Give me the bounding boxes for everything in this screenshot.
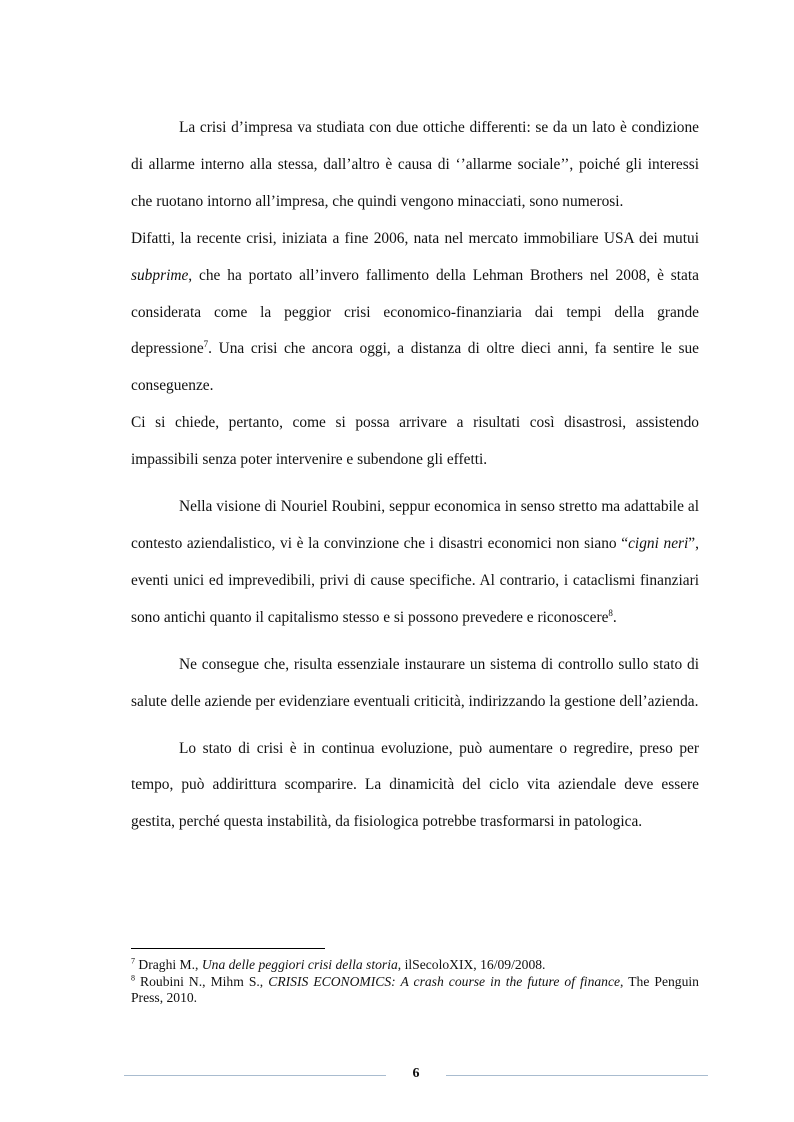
footer-line-right <box>446 1075 708 1076</box>
footnote-8-source: , The Penguin Press, 2010. <box>131 973 699 1005</box>
paragraph-1: La crisi d’impresa va studiata con due ottiche differenti: se da un lato è condizione di allarme interno alla stessa, dall’altro è causa di ‘’allarme sociale’’, poiché gli interessi che ruotano intorno all’impresa, che quindi vengono minacciati, sono numerosi. <box>131 119 699 210</box>
footnote-ref-8: 8 <box>608 607 613 618</box>
footer-line-left <box>124 1075 386 1076</box>
paragraph-4-text-c: . <box>612 608 617 626</box>
cigni-neri-term: cigni neri <box>628 534 689 552</box>
footnote-8-number: 8 <box>131 972 135 982</box>
footnotes <box>131 957 699 1007</box>
footnote-7-author: Draghi M., <box>135 957 202 972</box>
subprime-term: subprime <box>131 266 189 284</box>
paragraph-4-text-a: Nella visione di Nouriel Roubini, seppur economica in senso stretto ma adattabile al contesto aziendalistico, vi è la convinzione che i disastri economici non siano “ <box>131 498 699 552</box>
paragraph-4 <box>131 489 699 637</box>
footnote-8 <box>131 974 699 1007</box>
footnote-8-title: CRISIS ECONOMICS: A crash course in the future of finance <box>268 973 621 989</box>
paragraph-2 <box>131 221 699 406</box>
page-footer <box>0 1064 794 1088</box>
body-text <box>131 110 699 841</box>
footnote-separator <box>131 948 325 949</box>
page-number: 6 <box>412 1066 420 1081</box>
paragraph-6: Lo stato di crisi è in continua evoluzione, può aumentare o regredire, preso per tempo, può addirittura scomparire. La dinamicità del ciclo vita aziendale deve essere gestita, perché questa instabilità, da fisiologica potrebbe trasformarsi in patologica. <box>131 739 699 831</box>
paragraph-4-text-b: ”, eventi unici ed imprevedibili, privi di cause specifiche. Al contrario, i cataclismi finanziari sono antichi quanto il capitalismo stesso e si possono prevedere e riconoscere <box>131 534 699 626</box>
footnote-7-source: , ilSecoloXIX, 16/09/2008. <box>397 957 546 972</box>
paragraph-2-text-c: . Una crisi che ancora oggi, a distanza di oltre dieci anni, fa sentire le sue conseguenze. <box>131 340 699 395</box>
footnote-7 <box>131 957 699 974</box>
footnote-8-author: Roubini N., Mihm S., <box>135 973 269 989</box>
paragraph-5: Ne consegue che, risulta essenziale instaurare un sistema di controllo sullo stato di salute delle aziende per evidenziare eventuali criticità, indirizzando la gestione dell’azienda. <box>131 655 699 710</box>
paragraph-2-text-a: Difatti, la recente crisi, iniziata a fine 2006, nata nel mercato immobiliare USA dei mutui <box>131 229 699 247</box>
paragraph-3: Ci si chiede, pertanto, come si possa arrivare a risultati così disastrosi, assistendo impassibili senza poter intervenire e subendone gli effetti. <box>131 414 699 469</box>
footnote-7-number: 7 <box>131 956 135 966</box>
paragraph-2-text-b: , che ha portato all’invero fallimento della Lehman Brothers nel 2008, è stata considerata come la peggior crisi economico-finanziaria dai tempi della grande depressione <box>131 266 699 358</box>
footnote-ref-7: 7 <box>203 339 209 350</box>
footnote-7-title: Una delle peggiori crisi della storia <box>201 957 398 972</box>
